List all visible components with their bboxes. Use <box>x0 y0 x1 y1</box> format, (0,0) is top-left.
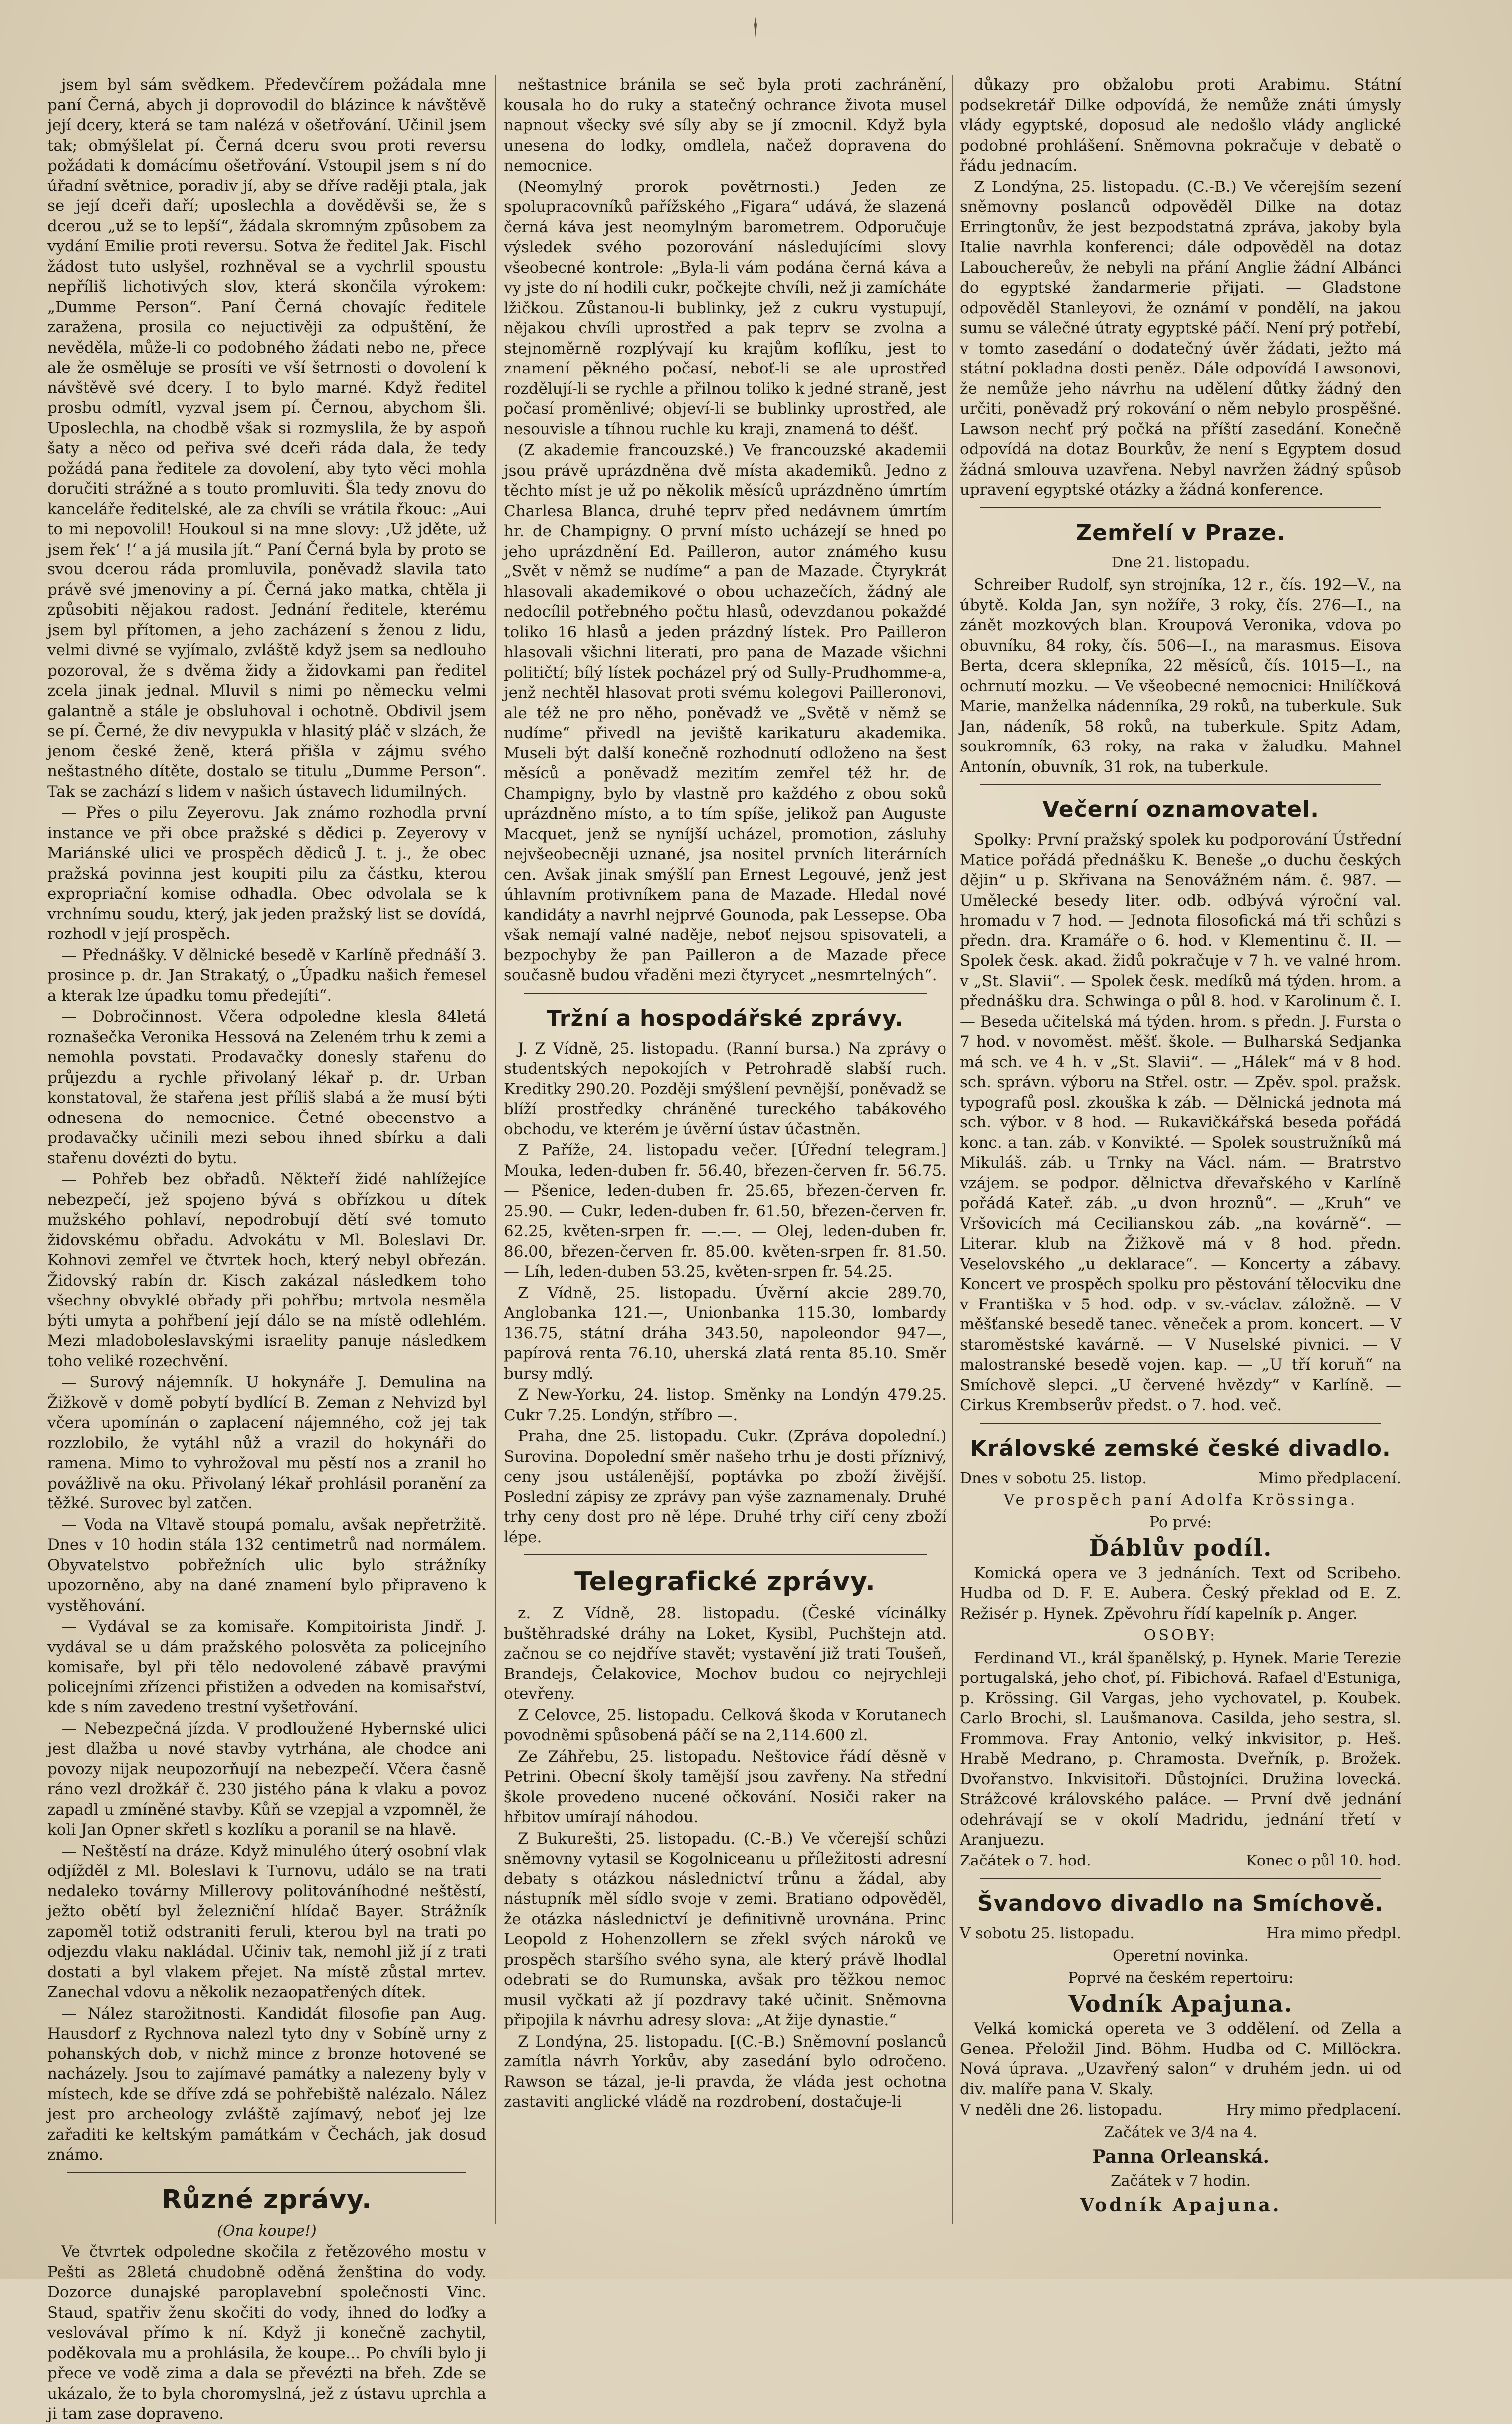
column-middle <box>504 75 946 2224</box>
article-dobrocinnost: — Dobročinnost. Včera odpoledne klesla 84letá roznašečka Veronika Hessová na Zeleném trhu k zemi a nemohla povstati. Prodavačky donesly stařenu do průjezdu a rychle přivolaný lékař p. dr. Urban konstatoval, že stařena jest příliš slabá a že musí býti odnesena do nemocnice. Četné obecenstvo a prodavačky učinili mezi sebou ihned sbírku a dali stařenu dovézti do bytu. <box>47 1008 486 1167</box>
section-title-vecerni: Večerní oznamovatel. <box>1042 797 1319 822</box>
svandovo-title: Švandovo divadlo na Smíchově. <box>977 1891 1384 1916</box>
theatre-benefit: Ve prospěch paní Adolfa Krössinga. <box>1003 1492 1358 1509</box>
market-praha: Praha, dne 25. listopadu. Cukr. (Zpráva dopolední.) Surovina. Dopolední směr našeho trhu je dosti příznivý, ceny jsou ustálenější, poptávka po zboží živější. Poslední zápisy ze zprávy pan výše zaznamenaly. Druhé trhy ceny dost pro ně lépe. Druhé trhy ciří ceny zboží lépe. <box>504 1427 946 1546</box>
telegram-celovce: Z Celovce, 25. listopadu. Celková škoda v Korutanech povodněmi spůsobená páčí se na 2,114.600 zl. <box>504 1706 946 1744</box>
section-title-trzni: Tržní a hospodářské zprávy. <box>546 1005 904 1031</box>
telegram-londyna: Z Londýna, 25. listopadu. [(C.-B.) Sněmovní poslanců zamítla návrh Yorkův, aby zasedání bylo odročeno. Rawson se tázal, je-li pravda, že vláda jest ochotna zastaviti anglické vládě na rozdrobení, dostačuje-li <box>504 2032 946 2111</box>
theatre-date: Dnes v sobotu 25. listop. <box>960 1469 1147 1487</box>
svandovo-sunday-date: V neděli dne 26. listopadu. <box>960 2101 1163 2119</box>
zemreli-date: Dne 21. listopadu. <box>1111 554 1250 571</box>
article-dilke: důkazy pro obžalobu proti Arabimu. Státní podsekretář Dilke odpovídá, že nemůže znáti úmysly vlády egyptské, doposud ale nedošlo vlády anglické podobné prohlášení. Sněmovna pokračuje v debatě o řádu jednacím. <box>960 76 1401 175</box>
article-najemnik: — Surový nájemník. U hokynáře J. Demulina na Žižkově v domě pobytí bydlící B. Zeman z Nehvizd byl včera upomínán o zaplacení nájemného, což jej tak rozzlobilo, že vytáhl nůž a vrazil do hokynáři do ramena. Mimo to vyhrožoval mu pěstí nos a zranil ho povážlivě na oku. Přivolaný lékař prohlásil poranění za těžké. Surovec byl zatčen. <box>47 1373 486 1512</box>
column-rule-left <box>495 75 496 2224</box>
theatre-subscription: Mimo předplacení. <box>1258 1469 1401 1487</box>
svandovo-first: Poprvé na českém repertoiru: <box>1068 1969 1294 1987</box>
svandovo-sunday-row <box>960 2100 1401 2121</box>
section-divider <box>980 1423 1381 1424</box>
theatre-end: Konec o půl 10. hod. <box>1246 1852 1401 1869</box>
theatre-play-title: Ďáblův podíl. <box>1089 1534 1273 1561</box>
svandovo-subscription: Hra mimo předpl. <box>1266 1925 1401 1942</box>
zemreli-list: Schreiber Rudolf, syn strojníka, 12 r., čís. 192—V., na úbytě. Kolda Jan, syn nožíře, 3 roky, čís. 276—I., na zánět mozkových blan. Kroupová Veronika, vdova po obuvníku, 84 roky, čís. 506—I., na marasmus. Eisova Berta, dcera sklepníka, 22 měsíců, čís. 1015—I., na ochrnutí mozku. — Ve všeobecné nemocnici: Hnilíčková Marie, manželka nádenníka, 29 roků, na tuberkule. Suk Jan, nádeník, 58 roků, na tuberkule. Spitz Adam, soukromník, 63 roky, na raka v žaludku. Mahnel Antonín, obuvník, 31 rok, na tuberkule. <box>960 576 1401 776</box>
theatre-date-row <box>960 1469 1401 1489</box>
section-divider <box>980 784 1381 785</box>
svandovo-description: Velká komická opereta ve 3 oddělení. od Zella a Genea. Přeložil Jind. Böhm. Hudba od C. Millöckra. Nová úprava. „Uzavřený salon“ v druhém jedn. ui od div. malíře pana V. Skaly. <box>960 2020 1401 2098</box>
theatre-cast-label: OSOBY: <box>1143 1627 1218 1644</box>
article-prorok: (Neomylný prorok povětrnosti.) Jeden ze spolupracovníků pařížského „Figara“ udává, že slazená černá káva jest neomylným barometrem. Odporučuje výsledek svého pozorování následujícími slovy všeobecné kontrole: „Byla-li vám podána černá káva a vy jste do ní hodili cukr, počkejte chvíli, než ji zamícháte lžičkou. Zůstanou-li bublinky, jež z cukru vystupují, nějakou chvíli uprostřed a pak teprv se zvolna a stejnoměrně rozplývají ku krajům koflíku, jest to znamení pěkného počasí, neboť-li se ale uprostřed rozdělují-li se rychle a přilnou toliko k jedné straně, jest počasí proměnlivé; objeví-li se bublinky uprostřed, ale nesouvisle a tíhnou ruchle ku kraji, znamená to déšť. <box>504 178 946 438</box>
section-divider <box>980 1878 1381 1879</box>
article-starozitnosti: — Nález starožitnosti. Kandidát filosofie pan Aug. Hausdorf z Rychnova nalezl tyto dny v Sobíně urny z pohanských dob, v nichž mince z bronze hotovené se nacházely. Jsou to zajímavé památky a nalezeny byly v místech, kde se dříve zdá se pohřebiště nalézalo. Nález jest pro archeology zvláště zajímavý, neboť jej lze zařaditi ke keltským památkám v Čechách, jak dosud známo. <box>47 2004 486 2164</box>
section-title-zemreli: Zemřelí v Praze. <box>1076 520 1286 546</box>
market-paris: Z Paříže, 24. listopadu večer. [Úřední telegram.] Mouka, leden-duben fr. 56.40, březen-červen fr. 56.75. — Pšenice, leden-duben fr. 25.65, březen-červen fr. 25.90. — Cukr, leden-duben fr. 61.50, březen-červen fr. 62.25, květen-srpen fr. —.—. — Olej, leden-duben fr. 86.00, březen-červen fr. 85.00. květen-srpen fr. 81.50. — Líh, leden-duben 53.25, květen-srpen fr. 54.25. <box>504 1141 946 1281</box>
vecerni-list: Spolky: První pražský spolek ku podporování Ústřední Matice pořádá přednášku K. Beneše „o duchu českých dějin“ u p. Skřivana na Senovážném nám. č. 987. — Umělecké besedy liter. odb. odbývá výroční val. hromadu v 7 hod. — Jednota filosofická má tři schůzi s předn. dra. Kramáře o 6. hod. v Klementinu č. II. — Spolek česk. akad. židů pokračuje v 7 h. ve valné hrom. v „St. Slavii“. — Spolek česk. medíků má týden. hrom. a přednášku dra. Schwinga o půl 8. hod. v Karolinum č. I. — Beseda učitelská má týden. hrom. s předn. J. Fursta o 7 hod. v novoměst. měšť. škole. — Bulharská Sedjanka má sch. ve 4 h. v „St. Slavii“. — „Hálek“ má v 8 hod. sch. správn. výboru na Střel. ostr. — Zpěv. spol. pražsk. typografů posl. zkouška k záb. — Dělnická jednota má sch. výbor. v 8 hod. — Rukavičkářská beseda pořádá konc. a tan. záb. v Konvikté. — Spolek soustružníků má Mikuláš. záb. u Trnky na Václ. nám. — Bratrstvo vzájem. se podpor. dělnictva dřevařského v Karlíně pořádá Kateř. záb. „u dvon hroznů“. — „Kruh“ ve Vršovicích má Cecilianskou záb. „na kovárně“. — Literar. klub na Žižkově má v 8 hod. předn. Veselovského „u deklarace“. — Koncerty a zábavy. Koncert ve prospěch spolku pro pěstování tělocviku dne v Františka v 5 hod. odp. v sv.-václav. záložně. — V měšťanské besedě tanec. věneček a prom. koncert. — V staroměstské kavárně. — V Nuselské pivnici. — V malostranské besedě vojen. kap. — „U tří koruň“ na Smíchově slepci. „U červené hvězdy“ v Karlíně. — Cirkus Krembserův předst. o 7. hod. več. <box>960 831 1401 1414</box>
article-ruzne-subtitle: (Ona koupe!) <box>217 2222 317 2239</box>
market-vienna-2: Z Vídně, 25. listopadu. Úvěrní akcie 289.70, Anglobanka 121.—, Unionbanka 115.30, lombardy 136.75, státní dráha 343.50, napoleondor 947—, papírová renta 76.10, uherská zlatá renta 85.10. Směr bursy mdlý. <box>504 1284 946 1383</box>
article-jizda: — Nebezpečná jízda. V prodloužené Hybernské ulici jest dlažba u nové stavby vytrhána, ale chodce ani povozy nijak neupozorňují na nebezpečí. Včera časně ráno vezl drožkář č. 230 jistého pána k vlaku a povoz zapadl u zmíněné stavby. Kůň se vzepjal a vzpomněl, že koli Jan Opner skřetl s kozlíku a poranil se na hlavě. <box>47 1719 486 1839</box>
theatre-premiere-label: Po prvé: <box>1149 1513 1212 1531</box>
top-ornament-icon <box>738 15 773 40</box>
theatre-title: Královské zemské české divadlo. <box>970 1435 1391 1461</box>
section-divider <box>980 507 1381 508</box>
theatre-cast: Ferdinand VI., král španělský, p. Hynek. Marie Terezie portugalská, jeho choť, pí. Fibichová. Rafael d'Estuniga, p. Krössing. Gil Vargas, jeho vychovatel, p. Koubek. Carlo Brochi, sl. Laušmanova. Casilda, jeho sestra, sl. Frommova. Fray Antonio, velký inkvisitor, p. Heš. Hrabě Medrano, p. Chramosta. Dveřník, p. Brožek. Dvořanstvo. Inkvisitoři. Důstojníci. Družina lovecká. Strážcové královského paláce. — První dvě jednání odehrávají se v okolí Madridu, jednání třetí v Aranjuezu. <box>960 1649 1401 1849</box>
column-left <box>47 75 486 2423</box>
telegram-bukuresti: Z Bukurešti, 25. listopadu. (C.-B.) Ve včerejší schůzi sněmovny vytasil se Kogolniceanu u příležitosti adresní debaty s otázkou následnictví trůnu a žádal, aby nástupník měl sídlo svoje v zemi. Bratiano odpověděl, že otázka následnictví je definitivně urovnána. Princ Leopold z Hohenzollern se zřekl svých nároků ve prospěch staršího svého syna, ale který právě lhodlal odebrati se do Rumunska, avšak pro těžkou nemoc musil vyčkati až jí pozdravy také učinit. Sněmovna připojila k návrhu adresy slova: „At žije dynastie.“ <box>504 1829 946 2029</box>
article-drazi: — Neštěstí na dráze. Když minulého úterý osobní vlak odjížděl z Ml. Boleslavi k Turnovu, událo se na trati nedaleko továrny Millerovy politováníhodné neštěstí, ježto obětí byl železniční hlídač Bayer. Strážník zapoměl totiž odstraniti feruli, kterou byl na trati po odjezdu vlaku nakládal. Učiniv tak, nemohl již jí z trati dostati a byl vlakem přejet. Na místě zůstal mrtev. Zanechal vdovu a několik nezaopatřených dítek. <box>47 1842 486 2001</box>
article-ruzne-body: Ve čtvrtek odpoledne skočila z řetězového mostu v Pešti as 28letá chudobně oděná ženština do vody. Dozorce dunajské paroplavební společnosti Vinc. Staud, spatřiv ženu skočiti do vody, ihned do loďky a veslovával přímo k ní. Když ji konečně zachytil, poděkovala mu a prohlásila, že koupe... Po chvíli bylo ji přece ve vodě zima a dala se převézti na břeh. Zde se ukázalo, že to byla choromyslná, jež z ústavu uprchla a ji tam zase dopraveno. <box>47 2243 486 2423</box>
market-newyork: Z New-Yorku, 24. listop. Směnky na Londýn 479.25. Cukr 7.25. Londýn, stříbro —. <box>504 1386 946 1424</box>
telegram-vidne: z. Z Vídně, 28. listopadu. (České vícinálky buštěhradské dráhy na Loket, Kysibl, Puchštejn atd. začnou se co nejdříve stavět; vystavění již trati Toušeň, Brandejs, Čelakovice, Mochov budou co nejrychleji otevřeny. <box>504 1604 946 1703</box>
svandovo-date: V sobotu 25. listopadu. <box>960 1925 1134 1942</box>
svandovo-sunday-subscription: Hry mimo předplacení. <box>1226 2101 1401 2119</box>
article-akademie: (Z akademie francouzské.) Ve francouzské akademii jsou právě uprázdněna dvě místa akademiků. Jedno z těchto míst je už po několik měsíců uprázdněno úmrtím Charlesa Blanca, druhé teprv před nedávnem úmrtím hr. de Champigny. O první místo ucházejí se hned po jeho uprázdnění Ed. Pailleron, autor známého kusu „Svět v němž se nudíme“ a pan de Mazade. Čtyrykrát hlasovali akademikové o obou uchazečích, žádný ale nedocílil potřebného počtu hlasů, odevzdanou pokaždé toliko 16 hlasů a jeden prázdný lístek. Pro Pailleron hlasovali všichni literati, pro pana de Mazade všichni političtí; bílý lístek pocházel prý od Sully-Prudhomme-a, jenž nechtěl hlasovat proti svému kolegovi Pailleronovi, ale též ne pro něho, poněvadž ve „Světě v němž se nudíme“ přivedl na jeviště karikaturu akademika. Museli být další konečně rozhodnutí odloženo na šest měsíců a poněvadž mezitím zemřel též hr. de Champigny, bylo by vlastně pro každého z obou soků uprázdněno místo, a to tím spíše, jelikož pan Auguste Macquet, jenž se nyníjší ucházel, promotion, zásluhy nejvšeobecněji uznané, jsa nositel prvních literárních cen. Avšak jinak smýšlí pan Ernest Legouvé, jenž jest úhlavním protivníkem pana de Mazade. Hledal nové kandidáty a navrhl nejprvé Gounoda, pak Lessepse. Oba však nemají valné naděje, neboť nejsou spisovateli, a bezpochyby že pan Pailleron a de Mazade přece současně budou vřaděni mezi čtyrycet „nesmrtelných“. <box>504 441 946 984</box>
svandovo-sunday-start: Začátek ve 3/4 na 4. <box>1104 2123 1258 2141</box>
article-continuation: neštastnice bránila se seč byla proti zachránění, kousala ho do ruky a statečný ochrance života musel napnout všecky své síly aby se jí zmocnil. Když byla unesena do lodky, omdlela, načež dopravena do nemocnice. <box>504 76 946 175</box>
column-right <box>960 75 1401 2224</box>
svandovo-date-row <box>960 1924 1401 1944</box>
article-zeyer: — Přes o pilu Zeyerovu. Jak známo rozhodla první instance ve při obce pražské s dědici p. Zeyerovy v Mariánské ulici ve prospěch dědiců J. t. j., že obec pražská povinna jest koupiti pilu za částku, kterou expropriační komise odhadla. Obec odvolala se k vrchnímu soudu, který, jak jeden pražský list se dovídá, rozhodl v její prospěch. <box>47 804 486 943</box>
article-komisare: — Vydával se za komisaře. Kompitoirista Jindř. J. vydával se u dám pražského polosvěta za policejního komisaře, byl při tělo nedovolené zábavě pravými policejními zřízenci přistižen a odveden na komisařství, kde s ním zavedeno trestní vyšetřování. <box>47 1618 486 1716</box>
column-rule-right <box>952 75 953 2224</box>
svandovo-play-title: Vodník Apajuna. <box>1068 1990 1293 2017</box>
article-voda: — Voda na Vltavě stoupá pomalu, avšak nepřetržitě. Dnes v 10 hodin stála 132 centimetrů nad normálem. Obyvatelstvo pobřežních ulic bylo strážníky upozorněno, aby na dané znamení bylo připraveno k vystěhování. <box>47 1515 486 1615</box>
article-london: Z Londýna, 25. listopadu. (C.-B.) Ve včerejším sezení sněmovny poslanců odpověděl Dilke na dotaz Erringtonův, že jest bezpodstatná zpráva, jakoby byla Italie navrhla konferenci; dále odpověděl na dotaz Labouchereův, že nebyli na přání Anglie žádní Albánci do egyptské žandarmerie přijati. — Gladstone odpověděl Stanleyovi, že oznámí v pondělí, na jakou sumu se válečné útraty egyptské páčí. Není prý potřebí, v tomto zasedání o dodatečný úvěr žádati, ježto má státní pokladna dosti peněz. Dále odpovídá Lawsonovi, že nemůže jeho návrhu na udělení důtky žádný den určiti, poněvadž prý rokování o něm nebylo prospěšné. Lawson nechť prý počká na příští zasedání. Konečně odpovídá na dotaz Bourkův, že není s Egyptem dosud žádná smlouva uzavřena. Nebyl navržen žádný spůsob upravení egyptské otázky a žádná konference. <box>960 178 1401 499</box>
section-title-telegraficke: Telegrafické zprávy. <box>574 1567 876 1597</box>
telegram-zahrebu: Ze Záhřebu, 25. listopadu. Neštovice řádí děsně v Petrini. Obecní školy tamější jsou zavřeny. Na střední škole provedeno nucené očkování. Nosiči raker na hřbitov umírají náhodou. <box>504 1747 946 1826</box>
article-pohreb: — Pohřeb bez obřadů. Někteří židé nahlížejíce nebezpečí, jež spojeno bývá s obřízkou u dítek mužského pohlaví, nepodrobují dětí své tomuto židovskému obřadu. Advokátu v Ml. Boleslavi Dr. Kohnovi zemřel ve čtvrtek hoch, který nebyl obřezán. Židovský rabín dr. Kisch zakázal následkem toho všechny obvyklé obřady při pohřbu; mrtvola nesměla býti umyta a pohřbení její dálo se na místě odlehlém. Mezi mladoboleslavskými israelity panuje následkem toho veliké rozechvění. <box>47 1170 486 1370</box>
section-divider <box>524 993 927 994</box>
section-title-ruzne: Různé zprávy. <box>162 2184 372 2215</box>
svandovo-sunday-play-1: Panna Orleanská. <box>1092 2146 1270 2167</box>
section-divider <box>67 2172 466 2173</box>
article-intro: jsem byl sám svědkem. Předevčírem požádala mne paní Černá, abych ji doprovodil do blázince k návštěvě její dcery, která se tam nalézá v ošetřování. Učinil jsem tak; obmýšlelat pí. Černá dceru svou proti reversu požádati k domácímu ošetřování. Vstoupil jsem s ní do úřadní světnice, poradiv jí, aby se dříve raději ptala, jak se její dceři daří; uposlechla a dověděvši se, že s dcerou „už se to lepší“, žádala skromným způsobem za vydání Emilie proti reversu. Sotva že ředitel Jak. Fischl žádost tuto uslyšel, rozhněval se a vychrlil spoustu nepříliš lichotivých slov, která skončila výrokem: „Dumme Person“. Paní Černá chovajíc ředitele zaražena, prosila co nejuctivěji za odpuštění, že nevěděla, může-li co podobného žádati nebo ne, přece ale že osměluje se prosíti ve vší šetrnosti o dovolení k návštěvě své dcery. I to bylo marné. Když ředitel prosbu odmítl, vyzval jsem pí. Černou, abychom šli. Uposlechla, na chodbě však si rozmyslila, že by aspoň šaty a něco od peřiva své dceři ráda dala, že tedy požádá pana ředitele za dovolení, aby tyto věci mohla doručiti strážné a s touto promluviti. Šla tedy znovu do kanceláře ředitelské, ale za chvíli se vrátila řkouc: „Aui to mi nepovolil! Houkoul si na mne slovy: ‚Už jděte, už jsem řek‘ !‘ a já musila jít.“ Paní Černá byla by proto se svou dcerou ráda promluvila, poněvadž slavila tato právě své jmenoviny a pí. Černá jako matka, chtěla ji způsobiti nějakou radost. Jednání ředitele, kterému jsem byl přítomen, a jeho zacházení s ženou z lidu, velmi divné se vyjímalo, zvláště když jsem sa nedlouho pozoroval, že s dvěma židy a židovkami pan ředitel zcela jinak jednal. Mluvil s nimi po německu velmi galantně a stále je obsluhoval i ochotně. Obdivil jsem se pí. Černé, že div nevypukla v hlasitý pláč v slzách, že jenom české ženě, která přišla v zájmu svého neštastného dítěte, dostalo se titulu „Dumme Person“. Tak se zachází s lidem v našich ústavech lidumilných. <box>47 76 486 801</box>
section-divider <box>524 1554 927 1555</box>
theatre-start: Začátek o 7. hod. <box>960 1852 1091 1869</box>
theatre-description: Komická opera ve 3 jednáních. Text od Scribeho. Hudba od D. F. E. Aubera. Český překlad od E. Z. Režisér p. Hynek. Zpěvohru řídí kapelník p. Anger. <box>960 1564 1401 1623</box>
svandovo-sunday-start-2: Začátek v 7 hodin. <box>1110 2172 1251 2190</box>
theatre-times <box>960 1851 1401 1871</box>
svandovo-novelty: Operetní novinka. <box>1112 1947 1249 1965</box>
article-prednasky: — Přednášky. V dělnické besedě v Karlíně přednáší 3. prosince p. dr. Jan Strakatý, o „Úpadku našich řemesel a kterak lze úpadku tomu předejíti“. <box>47 946 486 1005</box>
market-vienna: J. Z Vídně, 25. listopadu. (Ranní bursa.) Na zprávy o studentských nepokojích v Petrohradě slabší ruch. Kreditky 290.20. Později smýšlení pevnější, poněvadž se blíží prostředky chráněné tureckého tabákového obchodu, ve kterém je úvěrní ústav účastněn. <box>504 1039 946 1138</box>
svandovo-sunday-play-2: Vodník Apajuna. <box>1080 2195 1282 2216</box>
